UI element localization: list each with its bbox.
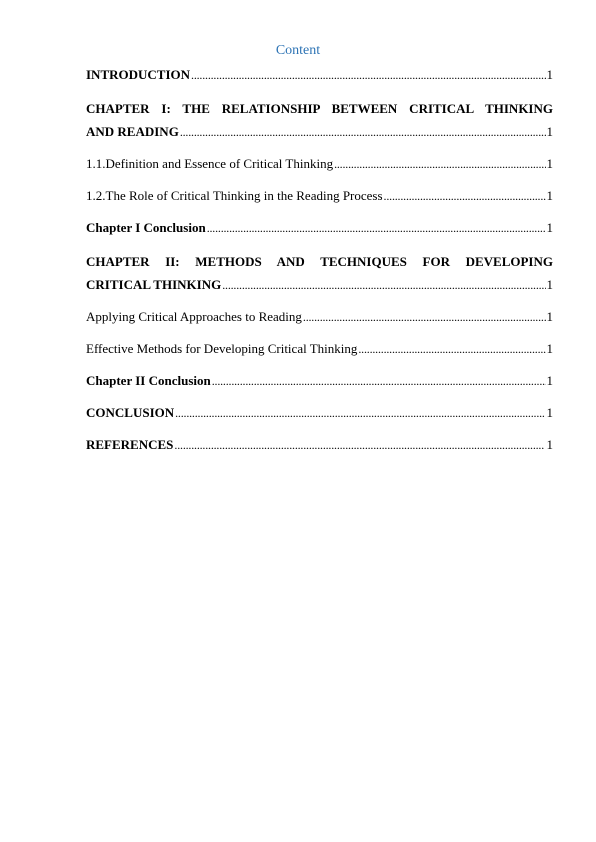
toc-entry-label-line1: CHAPTER II: METHODS AND TECHNIQUES FOR DEVELOPING [86,254,553,269]
toc-entry-chapter-1-conclusion[interactable] [86,217,553,239]
toc-entry-section-1-2[interactable] [86,185,553,207]
toc-page-number: 1 [546,341,553,356]
toc-leader-dots [303,306,546,328]
toc-entry-chapter-1[interactable] [86,96,553,143]
toc-leader-dots [358,338,545,360]
toc-entry-section-1-1[interactable] [86,153,553,175]
toc-entry-chapter-2[interactable] [86,249,553,296]
toc-leader-dots [174,434,545,456]
toc-leader-dots [175,402,545,424]
toc-leader-dots [191,64,545,86]
toc-entry-label: Applying Critical Approaches to Reading [86,309,302,324]
toc-title: Content [275,43,321,58]
toc-entry-label: AND READING [86,124,179,139]
table-of-contents [86,64,553,466]
toc-entry-introduction[interactable] [86,64,553,86]
toc-page-number: 1 [546,277,553,292]
toc-page-number: 1 [546,373,553,388]
toc-entry-label: 1.2.The Role of Critical Thinking in the Reading Process [86,188,383,203]
toc-entry-effective-methods[interactable] [86,338,553,360]
toc-leader-dots [222,274,545,296]
toc-page-number: 1 [546,156,553,171]
toc-leader-dots [334,153,545,175]
toc-leader-dots [384,185,546,207]
toc-leader-dots [212,370,546,392]
toc-page-number: 1 [546,437,553,452]
toc-entry-label: REFERENCES [86,437,174,452]
toc-entry-label: CRITICAL THINKING [86,277,222,292]
toc-page-number: 1 [546,188,553,203]
toc-entry-conclusion[interactable] [86,402,553,424]
toc-leader-dots [207,217,546,239]
toc-entry-label: Chapter I Conclusion [86,220,206,235]
toc-page-number: 1 [546,220,553,235]
toc-entry-label-line1: CHAPTER I: THE RELATIONSHIP BETWEEN CRITICAL THINKING [86,101,553,116]
toc-entry-label: Chapter II Conclusion [86,373,211,388]
toc-page-number: 1 [546,405,553,420]
toc-entry-references[interactable] [86,434,553,456]
toc-entry-chapter-2-conclusion[interactable] [86,370,553,392]
toc-page-number: 1 [546,124,553,139]
toc-page-number: 1 [546,309,553,324]
toc-entry-applying-critical-approaches[interactable] [86,306,553,328]
toc-entry-label: Effective Methods for Developing Critical Thinking [86,341,358,356]
toc-entry-label: INTRODUCTION [86,67,191,82]
toc-page-number: 1 [546,67,553,82]
toc-entry-label: CONCLUSION [86,405,175,420]
toc-entry-label: 1.1.Definition and Essence of Critical Thinking [86,156,334,171]
toc-leader-dots [180,121,546,143]
